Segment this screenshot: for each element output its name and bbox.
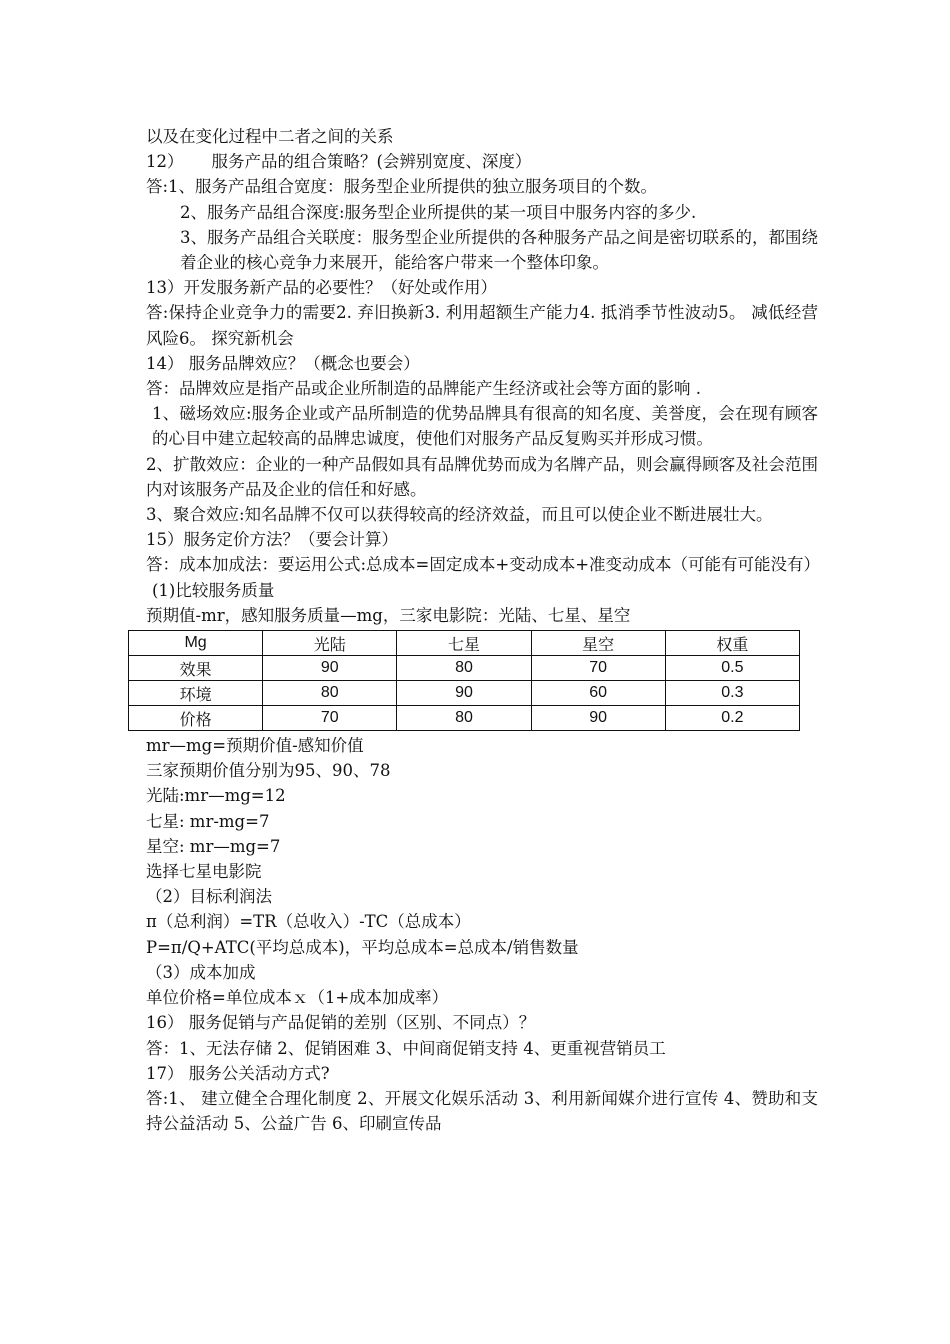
score-table bbox=[128, 630, 800, 731]
subheading: （3）成本加成 bbox=[146, 962, 256, 982]
table-cell: 60 bbox=[531, 681, 665, 706]
table-cell: 价格 bbox=[129, 706, 263, 731]
table-header-cell: 光陆 bbox=[263, 631, 397, 656]
text-line: 选择七星电影院 bbox=[146, 862, 262, 882]
answer-paragraph: 答：成本加成法：要运用公式:总成本=固定成本+变动成本+准变动成本（可能有可能没有） bbox=[146, 555, 821, 575]
question-16: 16） 服务促销与产品促销的差别（区别、不同点）？ bbox=[146, 1013, 536, 1033]
answer-paragraph: 3、服务产品组合关联度：服务型企业所提供的各种服务产品之间是密切联系的，都围绕着企业的核心竞争力来展开，能给客户带来一个整体印象。 bbox=[180, 227, 818, 273]
text-line: 预期值-mr，感知服务质量—mg，三家电影院：光陆、七星、星空 bbox=[146, 605, 631, 625]
table-cell: 0.3 bbox=[665, 681, 799, 706]
subheading: (1)比较服务质量 bbox=[152, 580, 275, 600]
table-cell: 0.5 bbox=[665, 656, 799, 681]
question-17: 17） 服务公关活动方式? bbox=[146, 1063, 330, 1083]
formula-line: 单位价格=单位成本ｘ（1+成本加成率） bbox=[146, 988, 449, 1008]
question-13: 13）开发服务新产品的必要性？（好处或作用） bbox=[146, 278, 497, 298]
table-row bbox=[129, 656, 800, 681]
formula-line: π（总利润）=TR（总收入）-TC（总成本） bbox=[146, 912, 471, 932]
text-line: mr—mg=预期价值-感知价值 bbox=[146, 736, 364, 756]
question-15: 15）服务定价方法？（要会计算） bbox=[146, 530, 398, 550]
table-cell: 80 bbox=[397, 656, 531, 681]
answer-paragraph: 答:1、 建立健全合理化制度 2、开展文化娱乐活动 3、利用新闻媒介进行宣传 4、赞助和支持公益活动 5、公益广告 6、印刷宣传品 bbox=[146, 1088, 818, 1134]
formula-line: P=π/Q+ATC(平均总成本)，平均总成本=总成本/销售数量 bbox=[146, 937, 579, 957]
text-line: 光陆:mr—mg=12 bbox=[146, 786, 286, 806]
answer-paragraph: 3、聚合效应:知名品牌不仅可以获得较高的经济效益，而且可以使企业不断进展壮大。 bbox=[146, 505, 773, 525]
question-text: 服务产品的组合策略？(会辨别宽度、深度） bbox=[211, 152, 532, 172]
text-line: 星空: mr—mg=7 bbox=[146, 836, 281, 856]
table-header-cell: Mg bbox=[129, 631, 263, 656]
question-12 bbox=[146, 149, 818, 174]
table-header-row bbox=[129, 631, 800, 656]
table-cell: 90 bbox=[531, 706, 665, 731]
table-cell: 90 bbox=[397, 681, 531, 706]
table-header-cell: 七星 bbox=[397, 631, 531, 656]
table-header-cell: 权重 bbox=[665, 631, 799, 656]
table-cell: 70 bbox=[263, 706, 397, 731]
table-header-cell: 星空 bbox=[531, 631, 665, 656]
answer-line: 2、服务产品组合深度:服务型企业所提供的某一项目中服务内容的多少. bbox=[180, 202, 697, 222]
answer-line: 答：1、无法存储 2、促销困难 3、中间商促销支持 4、更重视营销员工 bbox=[146, 1038, 666, 1058]
answer-line: 答：品牌效应是指产品或企业所制造的品牌能产生经济或社会等方面的影响 . bbox=[146, 379, 701, 399]
answer-line: 答:1、服务产品组合宽度：服务型企业所提供的独立服务项目的个数。 bbox=[146, 177, 658, 197]
table-cell: 80 bbox=[397, 706, 531, 731]
question-number: 12） bbox=[146, 152, 184, 172]
table-row bbox=[129, 681, 800, 706]
table-cell: 90 bbox=[263, 656, 397, 681]
table-cell: 0.2 bbox=[665, 706, 799, 731]
table-row bbox=[129, 706, 800, 731]
answer-paragraph: 答:保持企业竞争力的需要2. 弃旧换新3. 利用超额生产能力4. 抵消季节性波动5。 减低经营风险6。 探究新机会 bbox=[146, 303, 818, 348]
table-cell: 效果 bbox=[129, 656, 263, 681]
text-line: 三家预期价值分别为95、90、78 bbox=[146, 761, 391, 781]
text-line: 七星: mr-mg=7 bbox=[146, 811, 270, 831]
question-14: 14） 服务品牌效应？（概念也要会） bbox=[146, 353, 420, 373]
document-page bbox=[146, 124, 821, 1136]
table-cell: 70 bbox=[531, 656, 665, 681]
text-line: 以及在变化过程中二者之间的关系 bbox=[146, 127, 394, 146]
subheading: （2）目标利润法 bbox=[146, 887, 272, 907]
table-cell: 环境 bbox=[129, 681, 263, 706]
answer-paragraph: 2、扩散效应：企业的一种产品假如具有品牌优势而成为名牌产品，则会赢得顾客及社会范围内对该服务产品及企业的信任和好感。 bbox=[146, 454, 818, 499]
table-cell: 80 bbox=[263, 681, 397, 706]
answer-paragraph: 1、磁场效应:服务企业或产品所制造的优势品牌具有很高的知名度、美誉度，会在现有顾客的心目中建立起较高的品牌忠诚度，使他们对服务产品反复购买并形成习惯。 bbox=[152, 404, 818, 449]
